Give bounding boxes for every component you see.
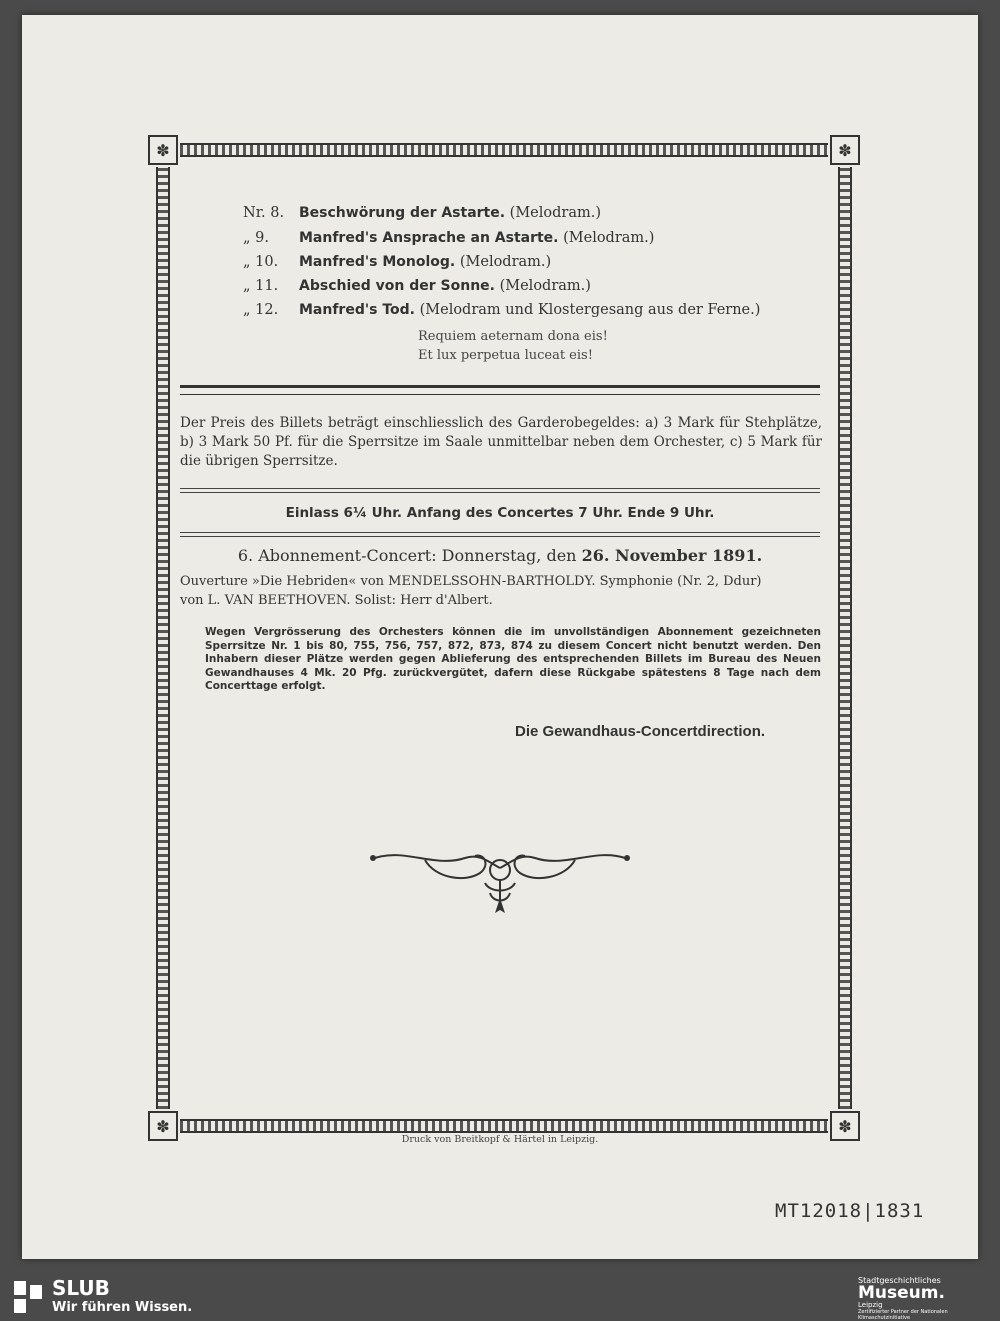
library-name: SLUB xyxy=(52,1276,110,1300)
corner-ornament-icon: ✽ xyxy=(830,135,860,165)
rule xyxy=(180,532,820,537)
signature: Die Gewandhaus-Concertdirection. xyxy=(515,723,766,740)
corner-ornament-icon: ✽ xyxy=(148,1111,178,1141)
price-paragraph: Der Preis des Billets beträgt einschliesslich des Garderobegeldes: a) 3 Mark für Stehplätze, b) 3 Mark 50 Pf. für die Sperrsitze im Saale unmittelbar neben dem Orchester, c) 5 Mark für die übrigen Sperrsitze. xyxy=(180,415,822,469)
seating-notice: Wegen Vergrösserung des Orchesters können die im unvollständigen Abonnement gezeichneten Sperrsitze Nr. 1 bis 80, 755, 756, 757, 872, 873, 874 zu diesem Concert nicht benutzt werden. Den Inhabern dieser Plätze werden gegen Ablieferung des entsprechenden Billets im Bureau des Neuen Gewandhauses 4 Mk. 20 Pfg. zurückvergütet, dafern diese Rückgabe spätestens 8 Tage nach dem Concerttage erfolgt. xyxy=(205,626,821,692)
border-right xyxy=(838,167,852,1109)
latin-text-line: Requiem aeternam dona eis! xyxy=(418,329,608,344)
footer-bar xyxy=(0,1272,1000,1321)
corner-ornament-icon: ✽ xyxy=(148,135,178,165)
shelfmark-annotation: MT12018|1831 xyxy=(775,1200,925,1222)
library-slogan: Wir führen Wissen. xyxy=(52,1300,193,1315)
admission-times: Einlass 6¼ Uhr. Anfang des Concertes 7 Uhr. Ende 9 Uhr. xyxy=(285,505,715,521)
corner-ornament-icon: ✽ xyxy=(830,1111,860,1141)
next-concert-program-line: von L. VAN BEETHOVEN. Solist: Herr d'Albert. xyxy=(180,593,493,608)
rule xyxy=(180,488,820,493)
program-item: „ 11. Abschied von der Sonne. (Melodram.) xyxy=(243,278,591,294)
program-item: „ 9. Manfred's Ansprache an Astarte. (Melodram.) xyxy=(243,230,655,246)
border-left xyxy=(156,167,170,1109)
museum-logo: Stadtgeschichtliches Museum. Leipzig Zertifizierter Partner der Nationalen Klimaschutzinitiative xyxy=(858,1276,948,1321)
latin-text-line: Et lux perpetua luceat eis! xyxy=(418,348,593,363)
program-item: „ 10. Manfred's Monolog. (Melodram.) xyxy=(243,254,552,270)
program-item: „ 12. Manfred's Tod. (Melodram und Klostergesang aus der Ferne.) xyxy=(243,302,761,318)
program-item: Nr. 8. Beschwörung der Astarte. (Melodram.) xyxy=(243,205,601,221)
ornament-vignette-icon xyxy=(365,838,635,918)
border-bottom xyxy=(180,1119,828,1133)
slub-logo-icon xyxy=(14,1281,42,1313)
next-concert-title: 6. Abonnement-Concert: Donnerstag, den 26. November 1891. xyxy=(237,546,763,565)
double-rule xyxy=(180,385,820,395)
next-concert-program-line: Ouverture »Die Hebriden« von MENDELSSOHN-BARTHOLDY. Symphonie (Nr. 2, Ddur) xyxy=(180,574,762,589)
printer-credit: Druck von Breitkopf & Härtel in Leipzig. xyxy=(401,1134,599,1145)
border-top xyxy=(180,143,828,157)
